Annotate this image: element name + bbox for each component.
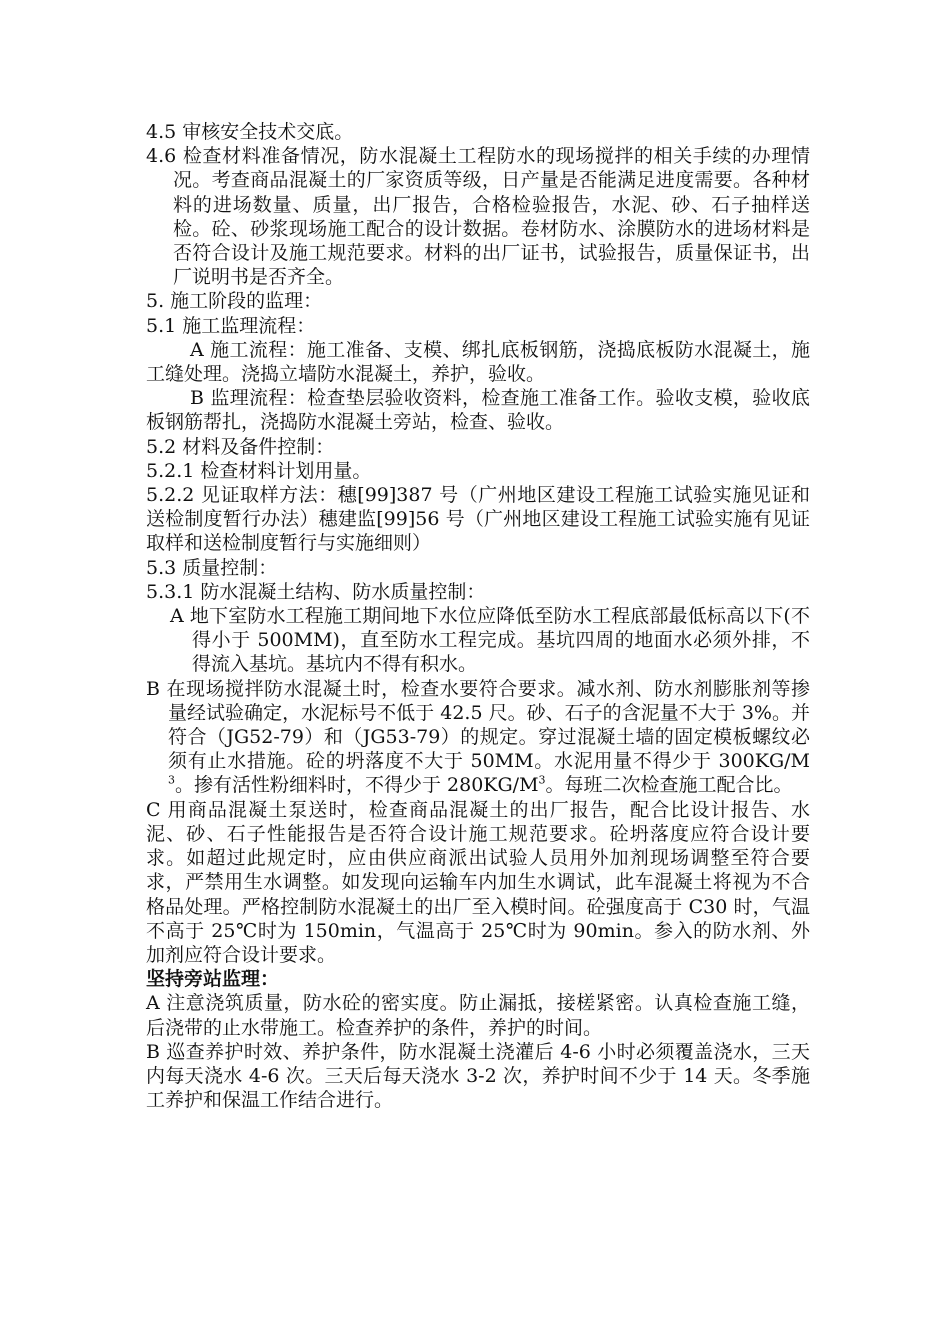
indented-block-5-3-1-a (146, 604, 810, 677)
paragraph-5-3-1-b-part3: 。每班二次检查施工配合比。 (545, 774, 793, 797)
paragraph-5-2-2: 5.2.2 见证取样方法：穗[99]387 号（广州地区建设工程施工试验实施见证和送检制度暂行办法）穗建监[99]56 号（广州地区建设工程施工试验实施有见证取样和送检制度暂行与实施细则） (146, 484, 810, 555)
heading-5-1: 5.1 施工监理流程： (146, 314, 316, 337)
superscript-3: 3 (538, 774, 546, 788)
paragraph-pangzhan-a: A 注意浇筑质量，防水砼的密实度。防止漏抵，接槎紧密。认真检查施工缝，后浇带的止水带施工。检查养护的条件，养护的时间。 (146, 992, 810, 1039)
heading-5-2: 5.2 材料及备件控制： (146, 435, 335, 458)
paragraph-5-3-1-b (146, 677, 810, 798)
paragraph-4-5: 4.5 审核安全技术交底。 (146, 121, 354, 143)
paragraph-5-2-1: 5.2.1 检查材料计划用量。 (146, 459, 372, 482)
paragraph-pangzhan-b: B 巡查养护时效、养护条件，防水混凝土浇灌后 4-6 小时必须覆盖浇水，三天内每天浇水 4-6 次。三天后每天浇水 3-2 次，养护时间不少于 14 天。冬季施工养护和保温工作结合进行。 (146, 1040, 810, 1112)
heading-pangzhan: 坚持旁站监理： (146, 968, 280, 991)
paragraph-5-1-b: B 监理流程：检查垫层验收资料，检查施工准备工作。验收支模，验收底板钢筋帮扎，浇捣防水混凝土旁站，检查、验收。 (146, 387, 810, 434)
paragraph-5-3-1-b-part1: B 在现场搅拌防水混凝土时，检查水要符合要求。减水剂、防水剂膨胀剂等掺量经试验确定，水泥标号不低于 42.5 尺。砂、石子的含泥量不大于 3%。并符合（JG52-79）和（JG53-79）的规定。穿过混凝土墙的固定模板螺纹必须有止水措施。砼的坍落度不大于 50MM。水泥用量不得少于 300KG/M (146, 677, 810, 773)
paragraph-5-3-1-a: A 地下室防水工程施工期间地下水位应降低至防水工程底部最低标高以下(不得小于 500MM)，直至防水工程完成。基坑四周的地面水必须外排，不得流入基坑。基坑内不得有积水。 (170, 605, 810, 676)
superscript-3: 3 (168, 774, 175, 788)
paragraph-5-1-a: A 施工流程：施工准备、支模、绑扎底板钢筋，浇捣底板防水混凝土，施工缝处理。浇捣立墙防水混凝土，养护，验收。 (146, 338, 810, 386)
heading-5-3-1: 5.3.1 防水混凝土结构、防水质量控制： (146, 580, 486, 603)
heading-5: 5. 施工阶段的监理： (146, 290, 323, 313)
paragraph-5-3-1-c: C 用商品混凝土泵送时，检查商品混凝土的出厂报告，配合比设计报告、水泥、砂、石子性能报告是否符合设计施工规范要求。砼坍落度应符合设计要求。如超过此规定时，应由供应商派出试验人员用外加剂现场调整至符合要求，严禁用生水调整。如发现向运输车内加生水调试，此车混凝土将视为不合格品处理。严格控制防水混凝土的出厂至入模时间。砼强度高于 C30 时，气温不高于 25℃时为 150min，气温高于 25℃时为 90min。参入的防水剂、外加剂应符合设计要求。 (146, 798, 810, 966)
heading-5-3: 5.3 质量控制： (146, 556, 278, 579)
paragraph-5-3-1-b-part2: 。掺有活性粉细料时，不得少于 280KG/M (175, 774, 539, 797)
document-page (146, 120, 810, 1112)
paragraph-4-6: 4.6 检查材料准备情况，防水混凝土工程防水的现场搅拌的相关手续的办理情况。考查商品混凝土的厂家资质等级，日产量是否能满足进度需要。各种材料的进场数量、质量，出厂报告，合格检验报告，水泥、砂、石子抽样送检。砼、砂浆现场施工配合的设计数据。卷材防水、涂膜防水的进场材料是否符合设计及施工规范要求。材料的出厂证书，试验报告，质量保证书，出厂说明书是否齐全。 (146, 145, 810, 289)
